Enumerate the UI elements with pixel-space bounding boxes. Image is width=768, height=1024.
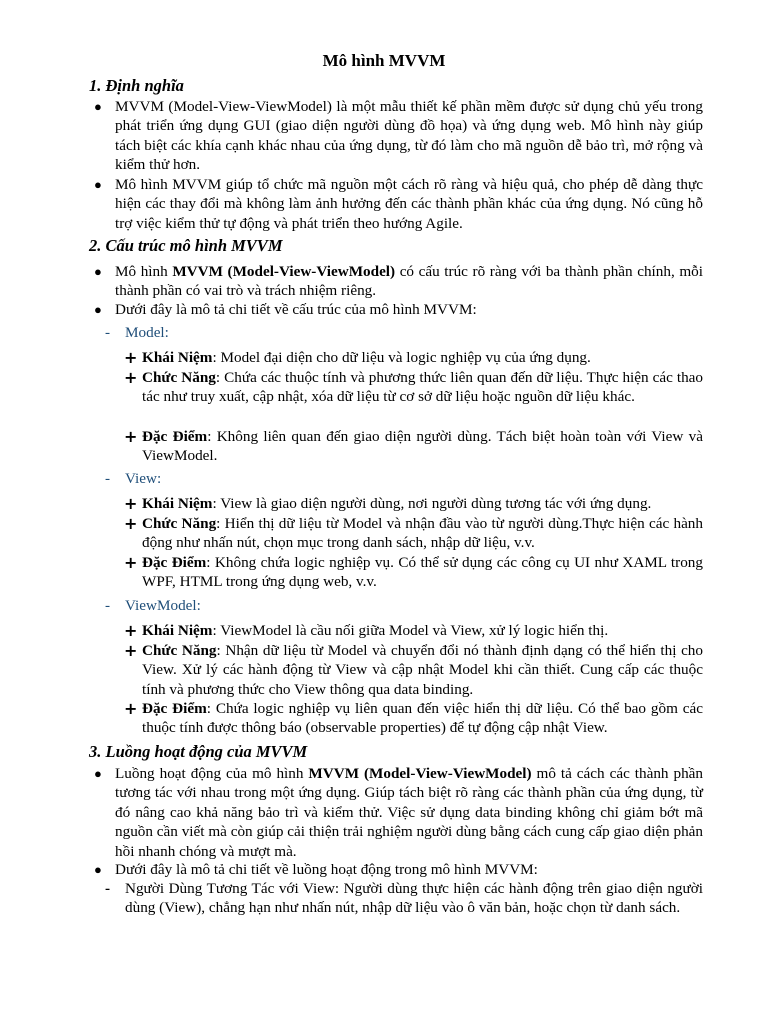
list-item bbox=[124, 641, 703, 699]
list-item bbox=[94, 97, 703, 175]
list-item bbox=[124, 368, 703, 407]
list-item bbox=[124, 427, 703, 466]
section-heading-definition: 1. Định nghĩa bbox=[89, 76, 184, 95]
paragraph-text: Người Dùng Tương Tác với View: Người dùng thực hiện các hành động trên giao diện người dùng (View), chẳng hạn như nhấn nút, nhập dữ liệu vào ô văn bản, hoặc chọn từ danh sách. bbox=[125, 880, 703, 917]
plus-icon: + bbox=[124, 427, 138, 446]
bullet-icon: ● bbox=[94, 862, 102, 877]
item-text: : Nhận dữ liệu từ Model và chuyển đổi nó thành định dạng có thể hiển thị cho View. Xử lý các hành động từ View và cập nhật Model khi cần thiết. Cung cấp các thuộc tính và phương thức cho View thông qua data binding. bbox=[142, 642, 703, 698]
item-label: Chức Năng bbox=[142, 369, 216, 386]
item-text: : ViewModel là cầu nối giữa Model và View, xử lý logic hiển thị. bbox=[212, 622, 609, 639]
paragraph-text: Dưới đây là mô tả chi tiết về luồng hoạt động trong mô hình MVVM: bbox=[115, 861, 538, 878]
list-item bbox=[94, 860, 703, 879]
list-item bbox=[94, 175, 703, 233]
dash-icon: - bbox=[105, 470, 111, 487]
item-text: : Không liên quan đến giao diện người dùng. Tách biệt hoàn toàn với View và ViewModel. bbox=[142, 428, 703, 465]
dash-icon: - bbox=[105, 880, 111, 897]
item-text: : Chứa logic nghiệp vụ liên quan đến việc hiển thị dữ liệu. Có thể bao gồm các thuộc tính được thông báo (observable properties) để tự động cập nhật View. bbox=[142, 700, 703, 737]
list-item bbox=[105, 879, 703, 918]
plus-icon: + bbox=[124, 621, 138, 640]
component-heading-view: - View: bbox=[105, 470, 162, 487]
paragraph-text: Dưới đây là mô tả chi tiết về cấu trúc của mô hình MVVM: bbox=[115, 301, 477, 318]
bullet-icon: ● bbox=[94, 264, 102, 279]
paragraph-text: Luồng hoạt động của mô hình bbox=[115, 765, 309, 782]
item-label: Khái Niệm bbox=[142, 349, 213, 366]
bullet-icon: ● bbox=[94, 766, 102, 781]
list-item bbox=[94, 764, 703, 861]
item-text: : View là giao diện người dùng, nơi người dùng tương tác với ứng dụng. bbox=[212, 495, 652, 512]
plus-icon: + bbox=[124, 514, 138, 533]
component-heading-viewmodel: - ViewModel: bbox=[105, 597, 201, 614]
item-label: Đặc Điểm bbox=[142, 554, 207, 571]
bold-term: MVVM (Model-View-ViewModel) bbox=[172, 263, 396, 280]
section-heading-flow: 3. Luồng hoạt động của MVVM bbox=[89, 742, 308, 761]
plus-icon: + bbox=[124, 553, 138, 572]
bullet-icon: ● bbox=[94, 177, 102, 192]
paragraph-text: Mô hình bbox=[115, 263, 173, 280]
paragraph-text: có cấu trúc rõ ràng với ba thành phần chính, mỗi thành phần có vai trò và trách nhiệm riêng. bbox=[115, 263, 703, 300]
bold-term: MVVM (Model-View-ViewModel) bbox=[308, 765, 532, 782]
item-label: Khái Niệm bbox=[142, 622, 213, 639]
paragraph-text: mô tả cách các thành phần tương tác với nhau trong một ứng dụng. Giúp tách biệt rõ ràng các thành phần của ứng dụng, từ đó nâng cao khả năng bảo trì và kiểm thử. Việc sử dụng data binding không chỉ giảm bớt mã nguồn cần viết mà còn giúp cải thiện trải nghiệm người dùng bằng cách cung cấp giao diện phản hồi nhanh chóng và mượt mà. bbox=[115, 765, 703, 860]
paragraph-text: MVVM (Model-View-ViewModel) là một mẫu thiết kế phần mềm được sử dụng chủ yếu trong phát triển ứng dụng GUI (giao diện người dùng đồ họa) và ứng dụng web. Mô hình này giúp tách biệt các khía cạnh khác nhau của ứng dụng, từ đó làm cho mã nguồn dễ bảo trì, mở rộng và kiểm thử hơn. bbox=[115, 98, 703, 174]
list-item bbox=[94, 300, 703, 319]
item-text: : Hiển thị dữ liệu từ Model và nhận đầu vào từ người dùng.Thực hiện các hành động như nhấn nút, chọn mục trong danh sách, nhập dữ liệu, v.v. bbox=[142, 515, 703, 552]
paragraph-text: Mô hình MVVM giúp tổ chức mã nguồn một cách rõ ràng và hiệu quả, cho phép dễ dàng thực hiện các thay đổi mà không làm ảnh hưởng đến các thành phần khác của ứng dụng. Nó cũng hỗ trợ việc kiểm thử tự động và phát triển theo hướng Agile. bbox=[115, 176, 703, 232]
item-text: : Chứa các thuộc tính và phương thức liên quan đến dữ liệu. Thực hiện các thao tác như truy xuất, cập nhật, xóa dữ liệu từ cơ sở dữ liệu hoặc nguồn dữ liệu khác. bbox=[142, 369, 703, 406]
item-label: Đặc Điểm bbox=[142, 428, 208, 445]
section-heading-structure: 2. Cấu trúc mô hình MVVM bbox=[89, 236, 283, 255]
component-heading-model: - Model: bbox=[105, 324, 169, 341]
item-label: Chức Năng bbox=[142, 642, 217, 659]
list-item bbox=[124, 514, 703, 553]
bullet-icon: ● bbox=[94, 302, 102, 317]
list-item bbox=[94, 262, 703, 301]
item-text: : Model đại diện cho dữ liệu và logic nghiệp vụ của ứng dụng. bbox=[212, 349, 591, 366]
list-item bbox=[124, 699, 703, 738]
bullet-icon: ● bbox=[94, 99, 102, 114]
list-item bbox=[124, 621, 703, 640]
item-label: Chức Năng bbox=[142, 515, 217, 532]
page-title: Mô hình MVVM bbox=[322, 51, 446, 70]
plus-icon: + bbox=[124, 641, 138, 660]
plus-icon: + bbox=[124, 368, 138, 387]
dash-icon: - bbox=[105, 597, 111, 614]
list-item bbox=[124, 553, 703, 592]
plus-icon: + bbox=[124, 494, 138, 513]
plus-icon: + bbox=[124, 348, 138, 367]
item-label: Khái Niệm bbox=[142, 495, 213, 512]
list-item bbox=[124, 494, 703, 513]
dash-icon: - bbox=[105, 324, 111, 341]
item-text: : Không chứa logic nghiệp vụ. Có thể sử dụng các công cụ UI như XAML trong WPF, HTML trong ứng dụng web, v.v. bbox=[142, 554, 703, 591]
item-label: Đặc Điểm bbox=[142, 700, 207, 717]
plus-icon: + bbox=[124, 699, 138, 718]
list-item bbox=[124, 348, 703, 367]
